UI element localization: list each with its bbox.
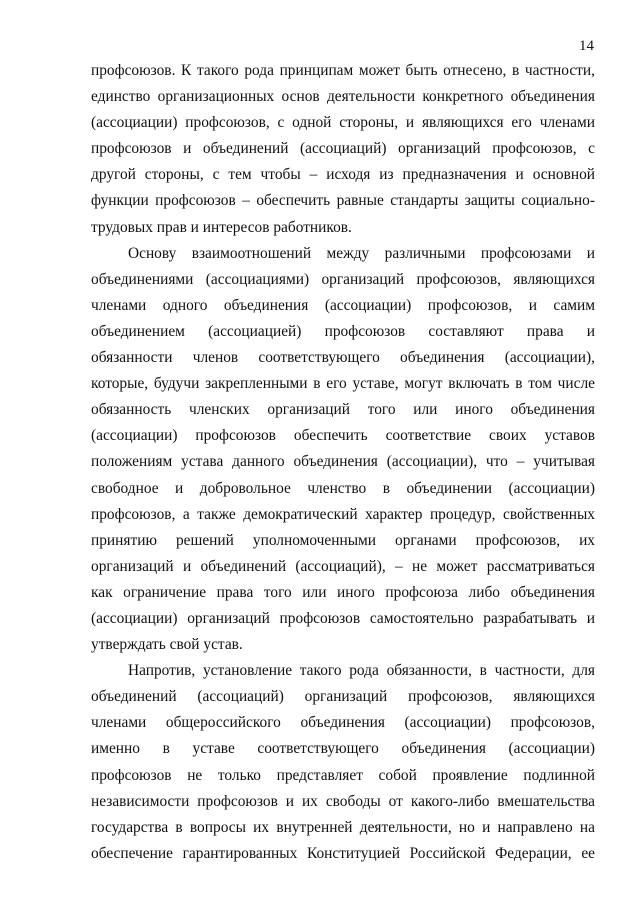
text-line: положениям устава данного объединения (ассоциации), что – учитывая xyxy=(91,453,595,471)
text-line: именно в уставе соответствующего объединения (ассоциации) xyxy=(91,740,595,758)
text-line: профсоюзов и объединений (ассоциаций) организаций профсоюзов, с xyxy=(91,140,595,158)
text-line: единство организационных основ деятельности конкретного объединения xyxy=(91,88,595,106)
text-line: утверждать свой устав. xyxy=(91,636,243,654)
text-line: трудовых прав и интересов работников. xyxy=(91,218,352,236)
text-line: другой стороны, с тем чтобы – исходя из предназначения и основной xyxy=(91,166,595,184)
text-line: принятию решений уполномоченными органами профсоюзов, их xyxy=(91,531,595,549)
text-line: организаций и объединений (ассоциаций), – не может рассматриваться xyxy=(91,557,595,575)
document-body xyxy=(91,58,595,867)
paragraph-1 xyxy=(91,58,595,241)
text-line: профсоюзов. К такого рода принципам может быть отнесено, в частности, xyxy=(91,62,595,79)
text-line: функции профсоюзов – обеспечить равные стандарты защиты социально- xyxy=(91,192,595,210)
text-line: объединениями (ассоциациями) организаций профсоюзов, являющихся xyxy=(91,270,595,288)
text-line: членами одного объединения (ассоциации) профсоюзов, и самим xyxy=(91,296,595,314)
text-line: обязанности членов соответствующего объединения (ассоциации), xyxy=(91,349,595,367)
paragraph-2 xyxy=(91,241,595,659)
text-line: объединений (ассоциаций) организаций профсоюзов, являющихся xyxy=(91,688,595,706)
text-line: государства в вопросы их внутренней деятельности, но и направлено на xyxy=(91,818,595,836)
text-line: (ассоциации) профсоюзов обеспечить соответствие своих уставов xyxy=(91,427,595,445)
text-line: Основу взаимоотношений между различными профсоюзами и xyxy=(128,244,595,262)
text-line: обязанность членских организаций того или иного объединения xyxy=(91,401,595,419)
text-line: объединением (ассоциацией) профсоюзов составляют права и xyxy=(91,322,595,340)
page-number: 14 xyxy=(579,38,594,54)
text-line: членами общероссийского объединения (ассоциации) профсоюзов, xyxy=(91,714,595,732)
text-line: которые, будучи закрепленными в его уставе, могут включать в том числе xyxy=(91,375,595,393)
text-line: (ассоциации) профсоюзов, с одной стороны, и являющихся его членами xyxy=(91,114,595,132)
text-line: профсоюзов, а также демократический характер процедур, свойственных xyxy=(91,505,595,523)
text-line: Напротив, установление такого рода обязанности, в частности, для xyxy=(128,662,595,680)
text-line: свободное и добровольное членство в объединении (ассоциации) xyxy=(91,479,595,497)
text-line: (ассоциации) организаций профсоюзов самостоятельно разрабатывать и xyxy=(91,609,595,627)
text-line: обеспечение гарантированных Конституцией Российской Федерации, ее xyxy=(91,844,595,862)
text-line: как ограничение права того или иного профсоюза либо объединения xyxy=(91,583,595,601)
text-line: независимости профсоюзов и их свободы от какого-либо вмешательства xyxy=(91,792,595,810)
paragraph-3 xyxy=(91,658,595,867)
text-line: профсоюзов не только представляет собой проявление подлинной xyxy=(91,766,595,784)
